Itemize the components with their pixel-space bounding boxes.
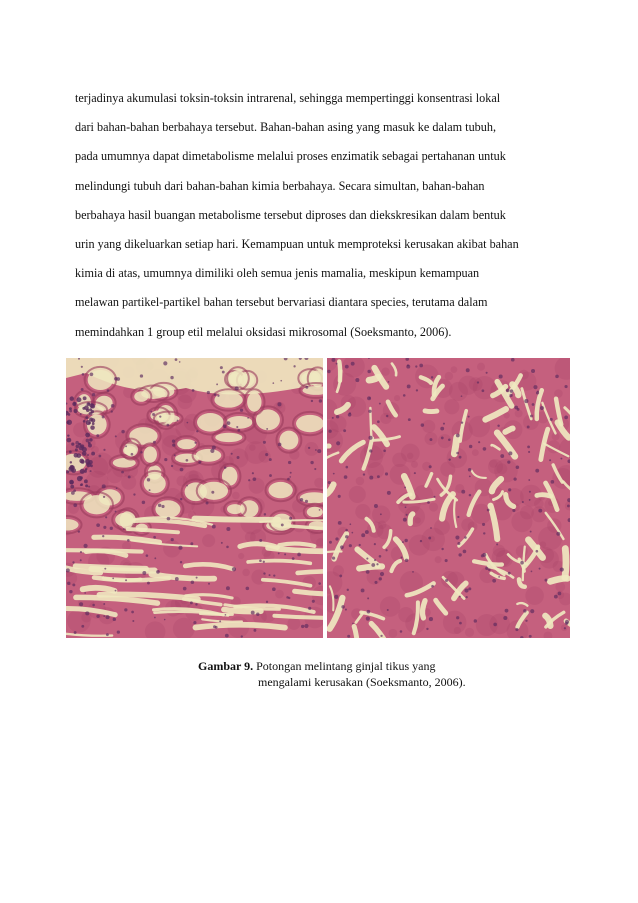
micrograph-left-svg xyxy=(66,358,323,638)
caption-line-1 xyxy=(198,658,578,674)
figure-images xyxy=(66,358,570,638)
text-line: berbahaya hasil buangan metabolisme tersebut diproses dan diekskresikan dalam bentuk xyxy=(75,207,506,222)
text-line: pada umumnya dapat dimetabolisme melalui proses enzimatik sebagai pertahanan untuk xyxy=(75,149,506,164)
caption-line-2: mengalami kerusakan (Soeksmanto, 2006). xyxy=(258,675,466,689)
kidney-micrograph-right xyxy=(327,358,570,638)
caption-label: Gambar 9. xyxy=(198,659,254,673)
body-paragraph xyxy=(75,88,575,351)
micrograph-right-svg xyxy=(327,358,570,638)
text-line: memindahkan 1 group etil melalui oksidasi mikrosomal (Soeksmanto, 2006). xyxy=(75,324,452,339)
text-line: terjadinya akumulasi toksin-toksin intrarenal, sehingga mempertinggi konsentrasi lokal xyxy=(75,91,501,105)
text-line: melindungi tubuh dari bahan-bahan kimia berbahaya. Secara simultan, bahan-bahan xyxy=(75,178,485,193)
text-line: dari bahan-bahan berbahaya tersebut. Bahan-bahan asing yang masuk ke dalam tubuh, xyxy=(75,120,496,135)
kidney-micrograph-left xyxy=(66,358,323,638)
text-line: urin yang dikeluarkan setiap hari. Kemampuan untuk memproteksi kerusakan akibat bahan xyxy=(75,236,519,251)
text-line: melawan partikel-partikel bahan tersebut bervariasi diantara species, terutama dalam xyxy=(75,295,488,310)
text-line: kimia di atas, umumnya dimiliki oleh semua jenis mamalia, meskipun kemampuan xyxy=(75,266,480,281)
figure-caption xyxy=(198,658,578,690)
caption-text-1: Potongan melintang ginjal tikus yang xyxy=(253,659,436,673)
